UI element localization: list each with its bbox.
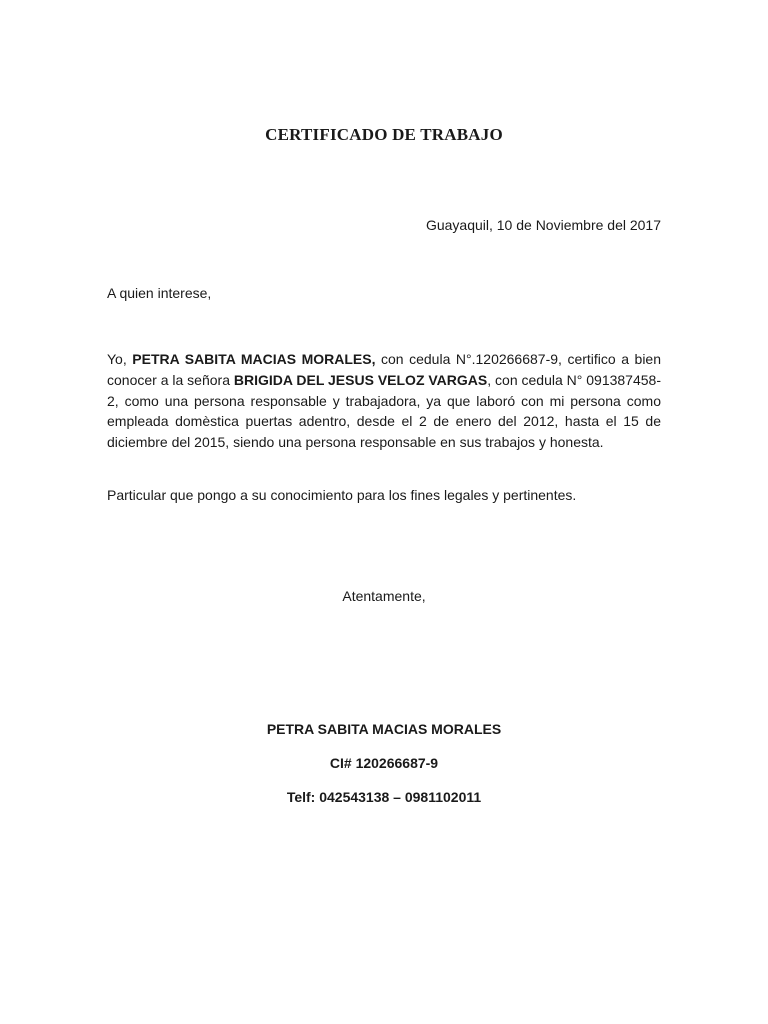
body-text-1: con cedula N°.120266687-9, certifico a bien conocer a la señora bbox=[107, 351, 661, 388]
page-title: CERTIFICADO DE TRABAJO bbox=[265, 125, 503, 144]
signature-phone: Telf: 042543138 – 0981102011 bbox=[286, 789, 482, 805]
body-paragraph bbox=[107, 349, 661, 453]
salutation: A quien interese, bbox=[107, 285, 212, 301]
body-prefix: Yo, bbox=[107, 351, 133, 367]
closing-paragraph: Particular que pongo a su conocimiento para los fines legales y pertinentes. bbox=[107, 487, 577, 503]
issuer-name: PETRA SABITA MACIAS MORALES, bbox=[132, 351, 376, 367]
signature-name: PETRA SABITA MACIAS MORALES bbox=[266, 721, 502, 737]
signature-id: CI# 120266687-9 bbox=[329, 755, 439, 771]
date-line: Guayaquil, 10 de Noviembre del 2017 bbox=[425, 217, 661, 233]
regards: Atentamente, bbox=[342, 588, 426, 604]
body-text-2: , con cedula N° 091387458-2, como una persona responsable y trabajadora, ya que laboró con mi persona como empleada domèstica puertas adentro, desde el 2 de enero del 2012, hasta el 15 de diciembre del 2015, siendo una persona responsable en sus trabajos y honesta. bbox=[107, 371, 661, 451]
employee-name: BRIGIDA DEL JESUS VELOZ VARGAS bbox=[233, 371, 488, 388]
